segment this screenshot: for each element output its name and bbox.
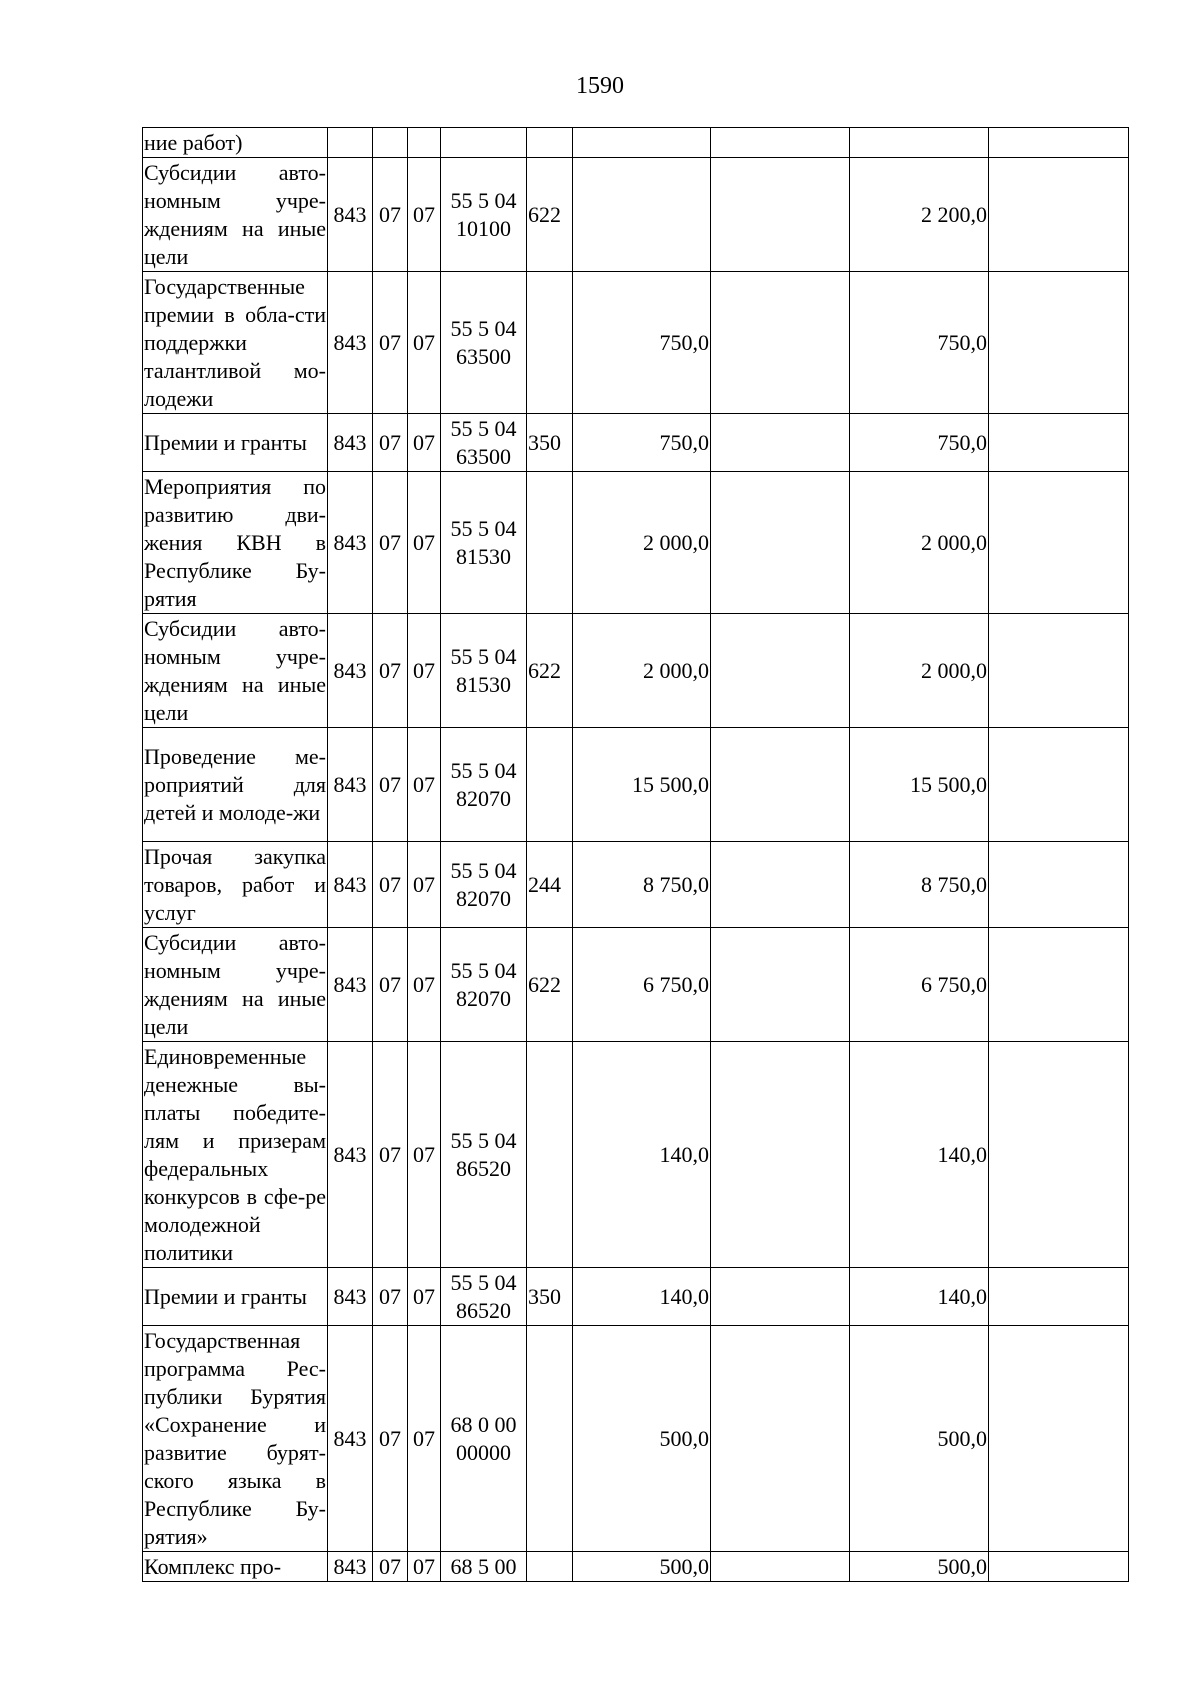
amount-cell-1 [573, 128, 711, 158]
ved-code-cell: 843 [328, 1326, 373, 1552]
amount-cell-3: 15 500,0 [850, 728, 989, 842]
target-article-cell: 55 5 04 86520 [441, 1268, 527, 1326]
section-code-cell: 07 [373, 614, 408, 728]
ved-code-cell: 843 [328, 1268, 373, 1326]
target-article-cell: 55 5 04 82070 [441, 928, 527, 1042]
amount-cell-3: 2 200,0 [850, 158, 989, 272]
amount-cell-3: 8 750,0 [850, 842, 989, 928]
row-name-cell: Проведение ме-роприятий для детей и молоде-жи [143, 728, 328, 842]
target-article-cell: 55 5 04 81530 [441, 614, 527, 728]
amount-cell-2 [711, 1268, 850, 1326]
section-code-cell [373, 128, 408, 158]
amount-cell-4 [989, 1326, 1129, 1552]
amount-cell-1: 2 000,0 [573, 614, 711, 728]
target-article-cell: 55 5 04 82070 [441, 842, 527, 928]
amount-cell-1: 500,0 [573, 1552, 711, 1582]
table-row [143, 272, 1129, 414]
amount-cell-2 [711, 272, 850, 414]
budget-table [142, 127, 1129, 1582]
subsection-code-cell: 07 [408, 1042, 441, 1268]
amount-cell-4 [989, 1042, 1129, 1268]
amount-cell-3 [850, 128, 989, 158]
subsection-code-cell: 07 [408, 414, 441, 472]
amount-cell-1: 750,0 [573, 414, 711, 472]
target-article-cell: 55 5 04 10100 [441, 158, 527, 272]
section-code-cell: 07 [373, 728, 408, 842]
amount-cell-4 [989, 842, 1129, 928]
section-code-cell: 07 [373, 1042, 408, 1268]
table-row [143, 472, 1129, 614]
amount-cell-3: 140,0 [850, 1268, 989, 1326]
row-name-cell: Комплекс про- [143, 1552, 328, 1582]
section-code-cell: 07 [373, 414, 408, 472]
amount-cell-2 [711, 472, 850, 614]
expense-type-cell [527, 1042, 573, 1268]
table-row [143, 928, 1129, 1042]
expense-type-cell [527, 1326, 573, 1552]
row-name-cell: Премии и гранты [143, 1268, 328, 1326]
amount-cell-4 [989, 414, 1129, 472]
target-article-cell: 68 5 00 [441, 1552, 527, 1582]
section-code-cell: 07 [373, 1552, 408, 1582]
amount-cell-1: 750,0 [573, 272, 711, 414]
amount-cell-2 [711, 842, 850, 928]
target-article-cell: 68 0 00 00000 [441, 1326, 527, 1552]
ved-code-cell: 843 [328, 1552, 373, 1582]
amount-cell-4 [989, 158, 1129, 272]
section-code-cell: 07 [373, 1268, 408, 1326]
subsection-code-cell: 07 [408, 1268, 441, 1326]
expense-type-cell: 350 [527, 414, 573, 472]
amount-cell-4 [989, 1268, 1129, 1326]
row-name-cell: Государственная программа Рес-публики Бурятия «Сохранение и развитие бурят-ского языка в Республике Бу-рятия» [143, 1326, 328, 1552]
amount-cell-3: 2 000,0 [850, 472, 989, 614]
subsection-code-cell: 07 [408, 272, 441, 414]
table-row [143, 1268, 1129, 1326]
expense-type-cell [527, 272, 573, 414]
amount-cell-1: 140,0 [573, 1268, 711, 1326]
table-row [143, 1042, 1129, 1268]
amount-cell-1: 6 750,0 [573, 928, 711, 1042]
table-row [143, 128, 1129, 158]
table-row [143, 842, 1129, 928]
amount-cell-3: 140,0 [850, 1042, 989, 1268]
amount-cell-2 [711, 928, 850, 1042]
row-name-cell: Субсидии авто-номным учре-ждениям на иные цели [143, 158, 328, 272]
ved-code-cell: 843 [328, 414, 373, 472]
subsection-code-cell: 07 [408, 158, 441, 272]
subsection-code-cell: 07 [408, 472, 441, 614]
subsection-code-cell: 07 [408, 1326, 441, 1552]
ved-code-cell: 843 [328, 1042, 373, 1268]
row-name-cell: Субсидии авто-номным учре-ждениям на иные цели [143, 928, 328, 1042]
subsection-code-cell: 07 [408, 614, 441, 728]
amount-cell-4 [989, 728, 1129, 842]
subsection-code-cell: 07 [408, 928, 441, 1042]
subsection-code-cell [408, 128, 441, 158]
amount-cell-2 [711, 1552, 850, 1582]
row-name-cell: Единовременные денежные вы-платы победите-лям и призерам федеральных конкурсов в сфе-ре молодежной политики [143, 1042, 328, 1268]
amount-cell-1: 15 500,0 [573, 728, 711, 842]
amount-cell-2 [711, 728, 850, 842]
page-number: 1590 [576, 73, 624, 99]
amount-cell-2 [711, 1326, 850, 1552]
target-article-cell: 55 5 04 86520 [441, 1042, 527, 1268]
amount-cell-4 [989, 128, 1129, 158]
amount-cell-3: 750,0 [850, 272, 989, 414]
section-code-cell: 07 [373, 272, 408, 414]
expense-type-cell: 622 [527, 158, 573, 272]
amount-cell-4 [989, 928, 1129, 1042]
section-code-cell: 07 [373, 1326, 408, 1552]
table-row [143, 614, 1129, 728]
target-article-cell: 55 5 04 81530 [441, 472, 527, 614]
expense-type-cell: 350 [527, 1268, 573, 1326]
ved-code-cell: 843 [328, 158, 373, 272]
row-name-cell: Премии и гранты [143, 414, 328, 472]
section-code-cell: 07 [373, 842, 408, 928]
amount-cell-3: 6 750,0 [850, 928, 989, 1042]
target-article-cell [441, 128, 527, 158]
amount-cell-1: 500,0 [573, 1326, 711, 1552]
amount-cell-1: 140,0 [573, 1042, 711, 1268]
ved-code-cell: 843 [328, 928, 373, 1042]
amount-cell-4 [989, 1552, 1129, 1582]
amount-cell-1 [573, 158, 711, 272]
section-code-cell: 07 [373, 158, 408, 272]
amount-cell-2 [711, 414, 850, 472]
row-name-cell: Мероприятия по развитию дви-жения КВН в Республике Бу-рятия [143, 472, 328, 614]
row-name-cell: ние работ) [143, 128, 328, 158]
target-article-cell: 55 5 04 63500 [441, 414, 527, 472]
table-row [143, 1552, 1129, 1582]
amount-cell-3: 500,0 [850, 1326, 989, 1552]
amount-cell-1: 2 000,0 [573, 472, 711, 614]
amount-cell-2 [711, 158, 850, 272]
subsection-code-cell: 07 [408, 842, 441, 928]
amount-cell-3: 500,0 [850, 1552, 989, 1582]
ved-code-cell: 843 [328, 472, 373, 614]
expense-type-cell [527, 128, 573, 158]
row-name-cell: Прочая закупка товаров, работ и услуг [143, 842, 328, 928]
target-article-cell: 55 5 04 63500 [441, 272, 527, 414]
amount-cell-4 [989, 272, 1129, 414]
amount-cell-2 [711, 128, 850, 158]
ved-code-cell: 843 [328, 614, 373, 728]
ved-code-cell: 843 [328, 272, 373, 414]
row-name-cell: Субсидии авто-номным учре-ждениям на иные цели [143, 614, 328, 728]
subsection-code-cell: 07 [408, 728, 441, 842]
section-code-cell: 07 [373, 928, 408, 1042]
target-article-cell: 55 5 04 82070 [441, 728, 527, 842]
ved-code-cell: 843 [328, 728, 373, 842]
expense-type-cell: 244 [527, 842, 573, 928]
table-body [143, 128, 1129, 1582]
expense-type-cell [527, 472, 573, 614]
table-row [143, 158, 1129, 272]
amount-cell-1: 8 750,0 [573, 842, 711, 928]
amount-cell-4 [989, 472, 1129, 614]
amount-cell-3: 2 000,0 [850, 614, 989, 728]
subsection-code-cell: 07 [408, 1552, 441, 1582]
ved-code-cell [328, 128, 373, 158]
expense-type-cell: 622 [527, 614, 573, 728]
expense-type-cell: 622 [527, 928, 573, 1042]
ved-code-cell: 843 [328, 842, 373, 928]
amount-cell-4 [989, 614, 1129, 728]
table-row [143, 728, 1129, 842]
amount-cell-2 [711, 614, 850, 728]
table-row [143, 1326, 1129, 1552]
section-code-cell: 07 [373, 472, 408, 614]
expense-type-cell [527, 1552, 573, 1582]
amount-cell-3: 750,0 [850, 414, 989, 472]
table-row [143, 414, 1129, 472]
row-name-cell: Государственные премии в обла-сти поддержки талантливой мо-лодежи [143, 272, 328, 414]
expense-type-cell [527, 728, 573, 842]
amount-cell-2 [711, 1042, 850, 1268]
